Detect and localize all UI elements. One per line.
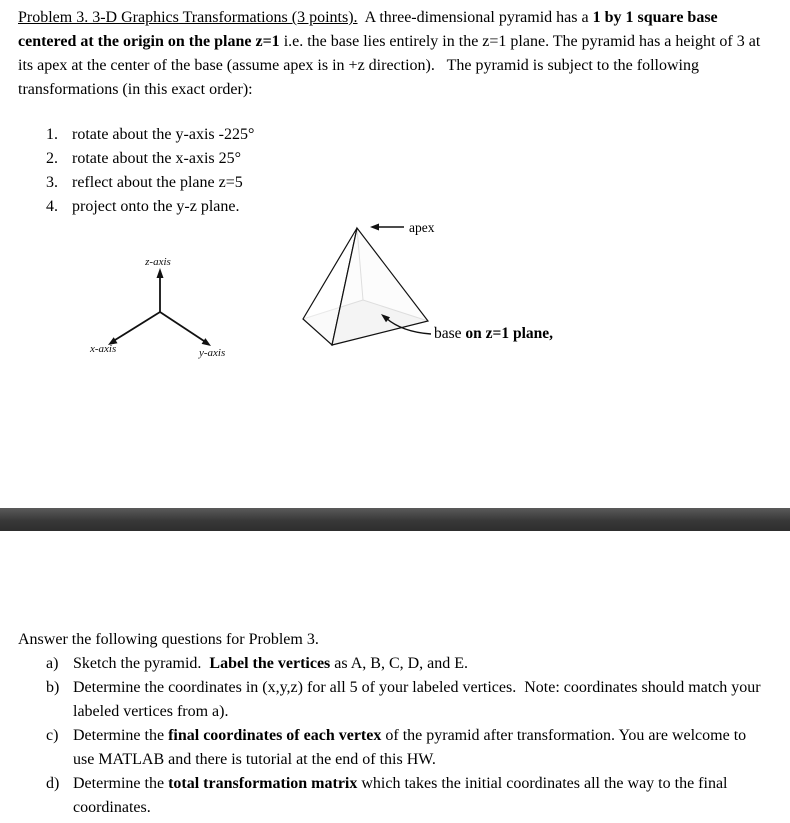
list-marker: 1. bbox=[46, 126, 58, 143]
list-item-text: Determine the total transformation matrix which takes the initial coordinates all the way to the final coordinates. bbox=[73, 775, 732, 816]
list-marker: 3. bbox=[46, 174, 58, 191]
page-break-bar bbox=[0, 508, 790, 531]
answer-item bbox=[46, 652, 762, 676]
figures-canvas bbox=[0, 215, 790, 380]
list-item-text: rotate about the x-axis 25° bbox=[72, 150, 242, 167]
list-marker: c) bbox=[46, 727, 59, 744]
x-axis-label: x-axis bbox=[90, 343, 117, 355]
list-marker: 2. bbox=[46, 150, 58, 167]
list-marker: d) bbox=[46, 775, 60, 792]
answer-intro: Answer the following questions for Problem 3. bbox=[18, 631, 319, 648]
answer-item bbox=[46, 772, 762, 820]
list-item-text: project onto the y-z plane. bbox=[72, 198, 240, 215]
list-item-text: Sketch the pyramid. Label the vertices as A, B, C, D, and E. bbox=[73, 655, 469, 672]
list-marker: a) bbox=[46, 655, 59, 672]
apex-label: apex bbox=[409, 220, 435, 235]
transform-step bbox=[46, 171, 666, 195]
z-arrowhead-icon bbox=[157, 268, 164, 278]
base-label: base on z=1 plane, bbox=[434, 325, 554, 342]
transform-step bbox=[46, 123, 666, 147]
list-marker: b) bbox=[46, 679, 60, 696]
apex-leader-arrow bbox=[370, 224, 404, 231]
problem-statement: Problem 3. 3-D Graphics Transformations (3 points). A three-dimensional pyramid has a 1 by 1 square base centered at the origin on the plane z=1 i.e. the base lies entirely in the z=1 plane. The pyramid has a height of 3 at its apex at the center of the base (assume apex is in +z direction). The pyramid is subject to the following transformations (in this exact order): bbox=[18, 9, 765, 98]
x-axis-line bbox=[115, 312, 160, 340]
list-item-text: Determine the coordinates in (x,y,z) for all 5 of your labeled vertices. Note: coordinates should match your labeled vertices from a). bbox=[73, 679, 765, 720]
y-axis-line bbox=[160, 312, 204, 341]
list-item-text: Determine the final coordinates of each vertex of the pyramid after transformation. You are welcome to use MATLAB and there is tutorial at the end of this HW. bbox=[73, 727, 751, 768]
answer-list bbox=[46, 652, 765, 820]
answer-item bbox=[46, 724, 762, 772]
y-axis-label: y-axis bbox=[199, 347, 226, 359]
list-item-text: reflect about the plane z=5 bbox=[72, 174, 243, 191]
transform-step bbox=[46, 147, 666, 171]
list-item-text: rotate about the y-axis -225° bbox=[72, 126, 255, 143]
axes-figure bbox=[115, 277, 204, 341]
transformations-list bbox=[46, 123, 666, 219]
pyramid-figure bbox=[303, 228, 428, 345]
answer-item bbox=[46, 676, 765, 724]
list-marker: 4. bbox=[46, 198, 58, 215]
z-axis-label: z-axis bbox=[145, 256, 171, 268]
